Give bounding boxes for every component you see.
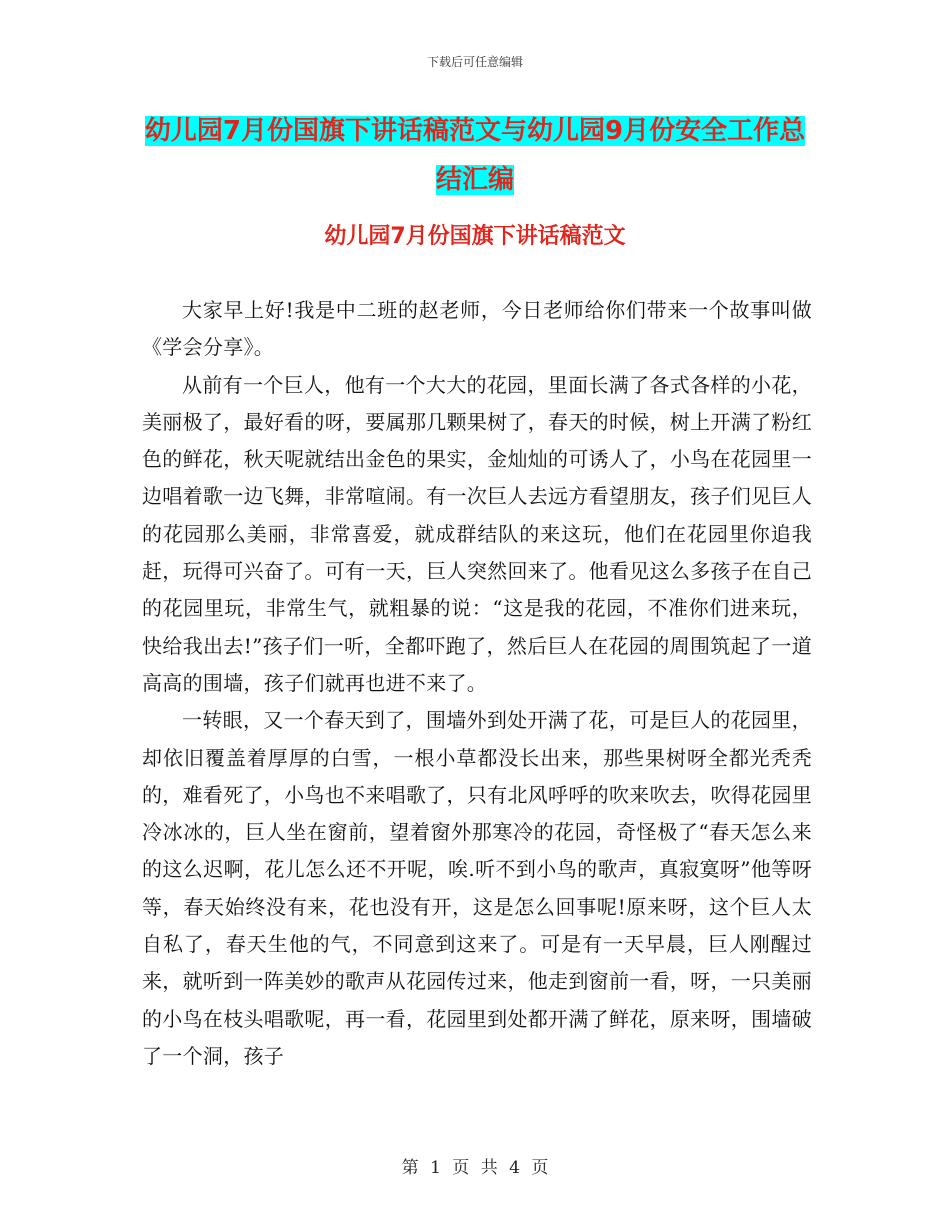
document-body bbox=[142, 292, 812, 1075]
paragraph: 从前有一个巨人，他有一个大大的花园，里面长满了各式各样的小花，美丽极了，最好看的呀，要属那几颗果树了，春天的时候，树上开满了粉红色的鲜花，秋天呢就结出金色的果实，金灿灿的可诱人了，小鸟在花园里一边唱着歌一边飞舞，非常喧闹。有一次巨人去远方看望朋友，孩子们见巨人的花园那么美丽，非常喜爱，就成群结队的来这玩，他们在花园里你追我赶，玩得可兴奋了。可有一天，巨人突然回来了。他看见这么多孩子在自己的花园里玩，非常生气，就粗暴的说：“这是我的花园，不准你们进来玩，快给我出去!”孩子们一听，全都吓跑了，然后巨人在花园的周围筑起了一道高高的围墙，孩子们就再也进不来了。 bbox=[142, 372, 812, 695]
document-title-text: 幼儿园7月份国旗下讲话稿范文与幼儿园9月份安全工作总结汇编 bbox=[144, 116, 806, 195]
page-number-footer: 第 1 页 共 4 页 bbox=[401, 1158, 549, 1178]
paragraph: 一转眼，又一个春天到了，围墙外到处开满了花，可是巨人的花园里，却依旧覆盖着厚厚的白雪，一根小草都没长出来，那些果树呀全都光秃秃的，难看死了，小鸟也不来唱歌了，只有北风呼呼的吹来吹去，吹得花园里冷冰冰的，巨人坐在窗前，望着窗外那寒冷的花园，奇怪极了“春天怎么来的这么迟啊，花儿怎么还不开呢，唉.听不到小鸟的歌声，真寂寞呀”他等呀等，春天始终没有来，花也没有开，这是怎么回事呢!原来呀，这个巨人太自私了，春天生他的气，不同意到这来了。可是有一天早晨，巨人刚醒过来，就听到一阵美妙的歌声从花园传过来，他走到窗前一看，呀，一只美丽的小鸟在枝头唱歌呢，再一看，花园里到处都开满了鲜花，原来呀，围墙破了一个洞，孩子 bbox=[142, 708, 812, 1068]
section-heading: 幼儿园7月份国旗下讲话稿范文 bbox=[324, 224, 626, 249]
page-header-note: 下载后可任意编辑 bbox=[426, 55, 523, 69]
paragraph: 大家早上好!我是中二班的赵老师，今日老师给你们带来一个故事叫做《学会分享》。 bbox=[142, 298, 812, 360]
document-title bbox=[140, 107, 810, 205]
